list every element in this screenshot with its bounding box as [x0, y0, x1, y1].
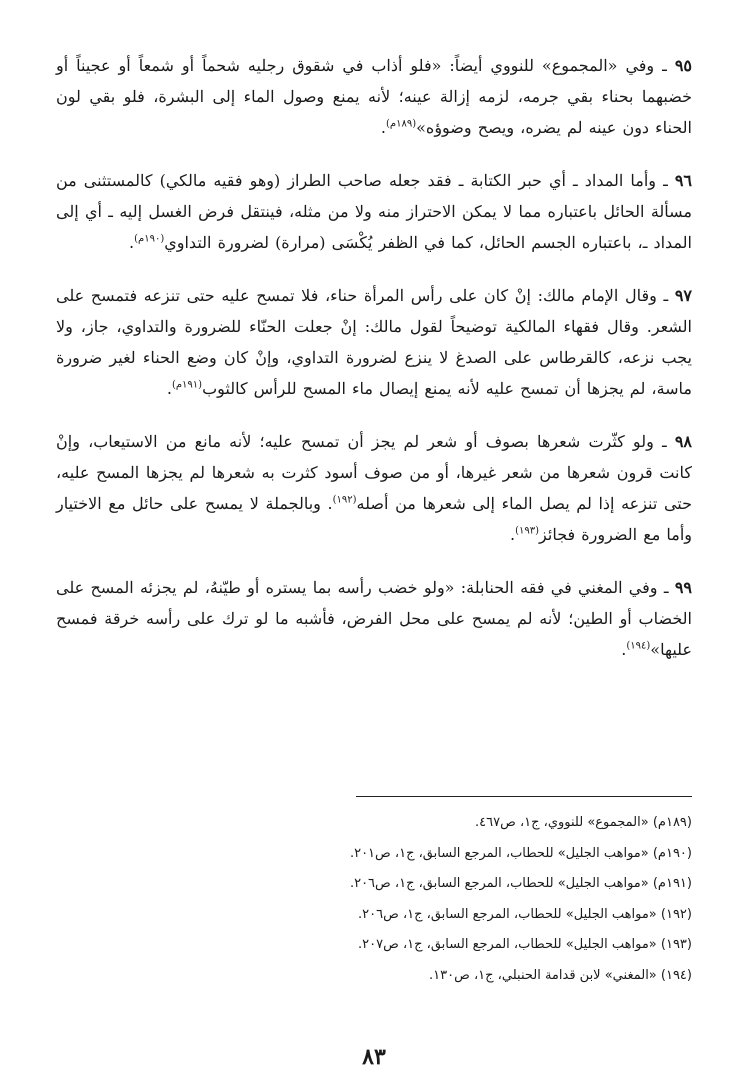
footnote-item: (١٩٤) «المغني» لابن قدامة الحنبلي، ج١، ص١٣٠.	[429, 967, 692, 983]
paragraph-97	[56, 280, 692, 404]
paragraph-end: .	[327, 494, 333, 513]
paragraph-end: .	[166, 379, 172, 398]
paragraph-end: .	[380, 118, 387, 137]
footnote-item: (١٩٠م) «مواهب الجليل» للحطاب، المرجع السابق، ج١، ص٢٠١.	[349, 845, 692, 861]
paragraph-text: ـ ولو كثّرت شعرها بصوف أو شعر لم يجز أن تمسح عليه؛ لأنه مانع من الاستيعاب، وإنْ كانت قرون شعرها من شعر غيرها، أو من صوف أسود كثرت به شعرها لم يجزها المسح عليه، حتى تنزعه إذا لم يصل الماء إلى شعرها من أصله	[56, 432, 693, 513]
paragraph-text-continued: وبالجملة لا يمسح على حائل مع الاختيار وأما مع الضرورة فجائز	[56, 494, 692, 544]
paragraph-96	[56, 165, 692, 258]
paragraph-number: ٩٦	[674, 171, 692, 190]
paragraph-end: .	[621, 640, 627, 659]
paragraph-text: ـ وقال الإمام مالك: إنْ كان على رأس المرأة حناء، فلا تمسح عليه حتى تنزعه فتمسح على الشعر. وقال فقهاء المالكية توضيحاً لقول مالك: إنْ جعلت الحنّاء للضرورة والتداوي، جاز، ولا يجب نزعه، كالقرطاس على الصدغ لا ينزع لضرورة التداوي، وإنْ كان وضع الحناء لغير ضرورة ماسة، لم يجزها أن تمسح عليه لأنه يمنع إيصال ماء المسح للرأس كالثوب	[56, 286, 692, 398]
paragraph-number: ٩٥	[674, 56, 692, 75]
paragraph-98	[56, 426, 692, 550]
paragraph-end: .	[129, 233, 135, 252]
footnote-ref: (١٩٣)	[515, 525, 540, 537]
paragraph-text: ـ وأما المداد ـ أي حبر الكتابة ـ فقد جعله صاحب الطراز (وهو فقيه مالكي) كالمستثنى من مسألة الحائل باعتباره مما لا يمكن الاحتراز منه ولا من مثله، فينتقل فرض الغسل إليه ـ أي إلى المداد ـ، باعتباره الجسم الحائل، كما في الظفر يُكْسَى (مرارة) لضرورة التداوي	[56, 171, 692, 252]
footnote-item: (١٩٣) «مواهب الجليل» للحطاب، المرجع السابق، ج١، ص٢٠٧.	[358, 937, 692, 952]
footnote-ref: (١٩١م)	[171, 379, 203, 391]
page-number: ٨٣	[362, 1044, 386, 1070]
paragraph-end: .	[510, 525, 516, 544]
footnote-item: (١٩١م) «مواهب الجليل» للحطاب، المرجع السابق، ج١، ص٢٠٦.	[349, 876, 692, 891]
footnote-ref: (١٩٤)	[626, 640, 651, 652]
footnote-item: (١٩٢) «مواهب الجليل» للحطاب، المرجع السابق، ج١، ص٢٠٦.	[358, 906, 692, 922]
document-page	[56, 50, 692, 1084]
footnote-ref: (١٩٢)	[332, 494, 357, 506]
paragraph-number: ٩٩	[674, 578, 693, 597]
paragraph-text: ـ وفي المغني في فقه الحنابلة: «ولو خضب رأسه بما يستره أو طيّنهُ، لم يجزئه المسح على الخضاب أو الطين؛ لأنه لم يمسح على محل الفرض، فأشبه ما لو ترك على رأسه خرقة فمسح عليها»	[56, 578, 692, 659]
paragraph-text: ـ وفي «المجموع» للنووي أيضاً: «فلو أذاب في شقوق رجليه شحماً أو شمعاً أو عجيناً أو خضبهما بحناء بقي جرمه، لزمه إزالة عينه؛ لأنه يمنع وصول الماء إلى البشرة، فلو بقي لون الحناء دون عينه لم يضره، ويصح وضوؤه»	[56, 56, 693, 137]
paragraph-number: ٩٨	[674, 432, 692, 451]
paragraph-95	[56, 50, 692, 143]
footnote-divider	[356, 796, 692, 797]
footnote-ref: (١٩٠م)	[134, 233, 165, 245]
footnotes	[56, 808, 692, 991]
paragraph-number: ٩٧	[674, 286, 692, 305]
footnote-item: (١٨٩م) «المجموع» للنووي، ج١، ص٤٦٧.	[475, 815, 692, 830]
paragraph-99	[56, 572, 692, 665]
footnote-ref: (١٨٩م)	[386, 118, 417, 130]
